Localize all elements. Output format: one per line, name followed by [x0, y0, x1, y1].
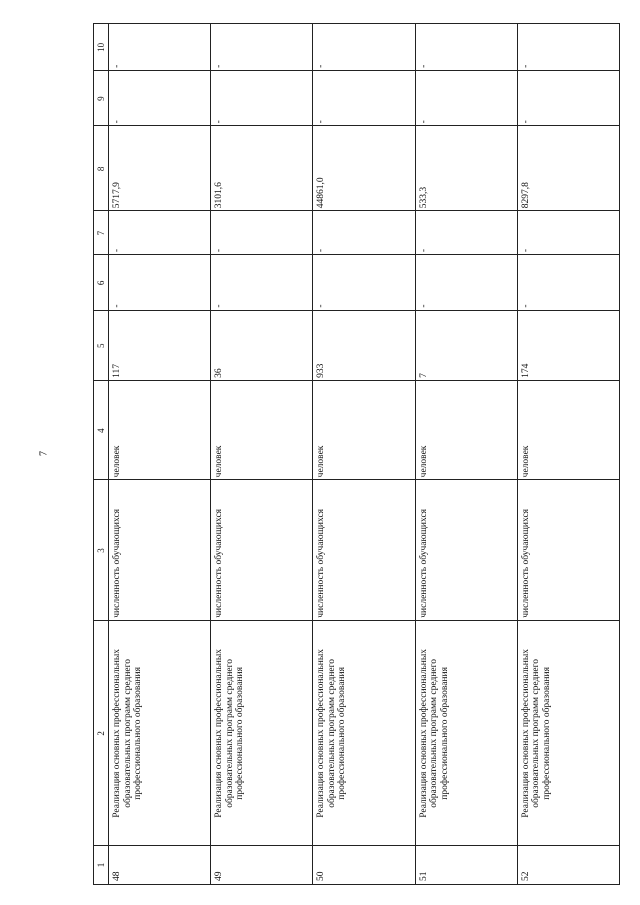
value-col-5: 117 [112, 363, 122, 378]
column-header: 7 [96, 230, 106, 236]
service-description: Реализация основных профессиональных образовательных программ среднего профессионального образования [316, 649, 348, 818]
value-col-10: - [112, 64, 122, 68]
value-col-10: - [418, 64, 429, 68]
value-col-5: 36 [214, 368, 225, 378]
value-col-9: - [112, 120, 122, 124]
services-table [93, 23, 620, 885]
service-description: Реализация основных профессиональных образовательных программ среднего профессионального образования [112, 649, 143, 818]
column-header: 3 [96, 548, 106, 553]
column-header: 10 [96, 42, 106, 52]
unit-of-measure: человек [520, 445, 531, 478]
value-col-7: - [112, 248, 122, 253]
indicator-name: численность обучающихся [214, 508, 225, 618]
service-description: Реализация основных профессиональных образовательных программ среднего профессионального образования [418, 649, 450, 818]
column-header: 6 [96, 280, 106, 286]
indicator-name: численность обучающихся [418, 508, 429, 618]
value-col-10: - [214, 64, 225, 68]
value-col-8: 44861,0 [316, 177, 327, 209]
value-col-5: 933 [316, 363, 327, 378]
page-number: 7 [38, 451, 50, 456]
value-col-6: - [112, 304, 122, 308]
value-col-9: - [214, 120, 225, 124]
unit-of-measure: человек [112, 445, 122, 478]
indicator-name: численность обучающихся [112, 508, 122, 618]
column-header: 8 [96, 166, 106, 172]
column-header: 4 [96, 428, 106, 433]
value-col-7: - [418, 248, 429, 253]
value-col-6: - [520, 304, 531, 308]
value-col-7: - [520, 248, 531, 253]
value-col-6: - [214, 304, 225, 308]
value-col-5: 7 [418, 373, 429, 378]
value-col-7: - [214, 248, 225, 253]
column-header: 1 [96, 862, 106, 868]
value-col-8: 3101,6 [214, 182, 225, 209]
value-col-8: 5717,9 [112, 182, 122, 209]
row-number: 50 [316, 871, 327, 881]
row-number: 49 [214, 871, 225, 881]
value-col-5: 174 [520, 363, 531, 378]
service-description: Реализация основных профессиональных образовательных программ среднего профессионального образования [520, 649, 552, 818]
value-col-9: - [418, 120, 429, 124]
indicator-name: численность обучающихся [520, 508, 531, 618]
row-number: 51 [418, 871, 429, 881]
value-col-7: - [316, 248, 327, 253]
unit-of-measure: человек [418, 445, 429, 478]
indicator-name: численность обучающихся [316, 508, 327, 618]
column-header: 2 [96, 731, 106, 736]
value-col-9: - [520, 120, 531, 124]
column-header: 5 [96, 343, 106, 349]
column-header: 9 [96, 96, 106, 101]
value-col-8: 8297,8 [520, 182, 531, 209]
value-col-10: - [316, 64, 327, 68]
row-number: 48 [112, 871, 122, 881]
value-col-8: 533,3 [418, 186, 429, 209]
value-col-10: - [520, 64, 531, 68]
rotated-table-wrapper [93, 23, 620, 885]
service-description: Реализация основных профессиональных образовательных программ среднего профессионального образования [214, 649, 246, 818]
value-col-6: - [418, 304, 429, 308]
value-col-6: - [316, 304, 327, 308]
row-number: 52 [520, 871, 531, 881]
value-col-9: - [316, 120, 327, 124]
unit-of-measure: человек [214, 445, 225, 478]
unit-of-measure: человек [316, 445, 327, 478]
